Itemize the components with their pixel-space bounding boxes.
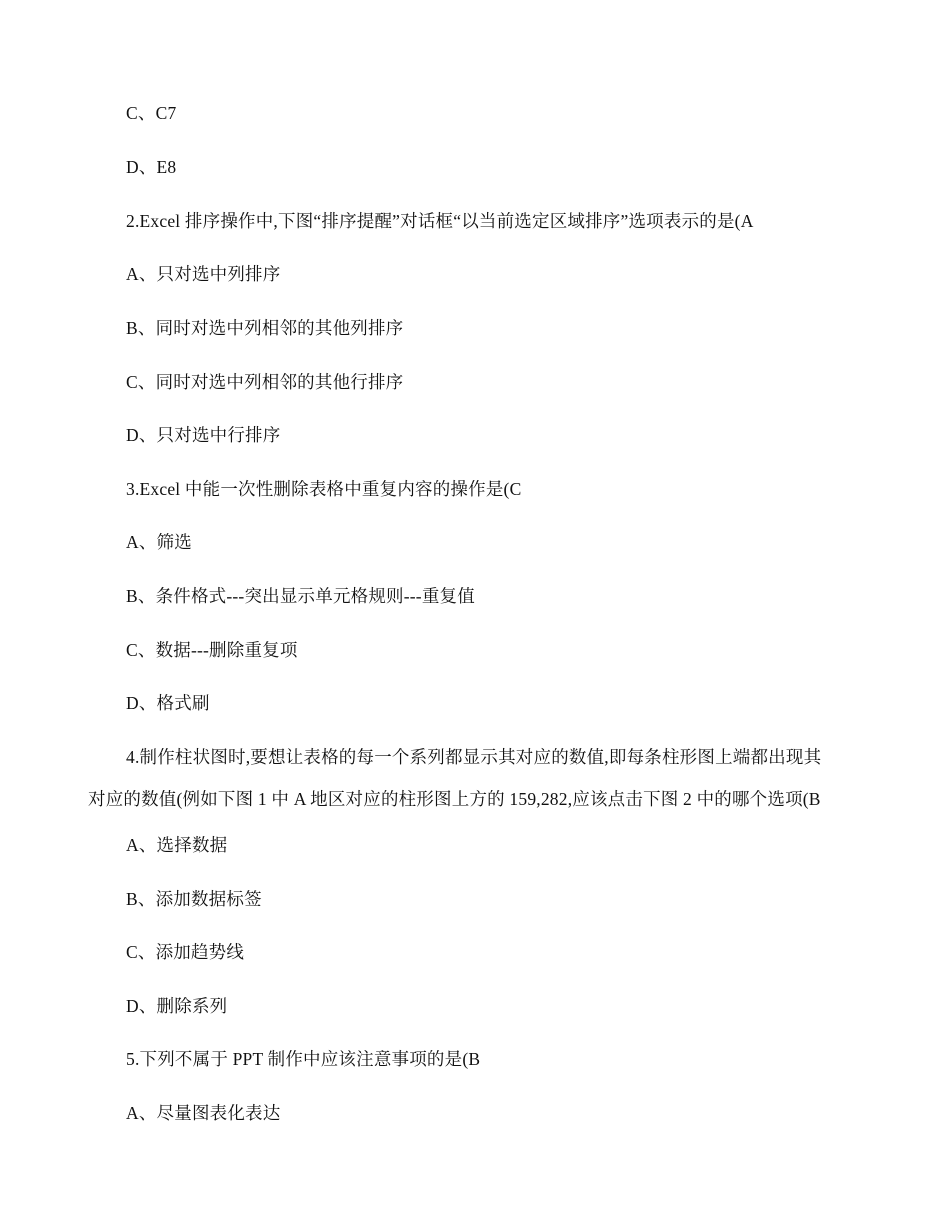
q3-option-b: B、条件格式---突出显示单元格规则---重复值: [126, 586, 475, 606]
q4-option-a: A、选择数据: [126, 835, 228, 855]
q2-option-a: A、只对选中列排序: [126, 264, 281, 284]
q2-option-c: C、同时对选中列相邻的其他行排序: [126, 372, 404, 392]
q5-option-a: A、尽量图表化表达: [126, 1103, 281, 1123]
q2-option-d: D、只对选中行排序: [126, 425, 281, 445]
q3-option-d: D、格式刷: [126, 693, 210, 713]
q4-question-line2: 对应的数值(例如下图 1 中 A 地区对应的柱形图上方的 159,282,应该点击下图 2 中的哪个选项(B: [88, 789, 821, 809]
q3-question: 3.Excel 中能一次性删除表格中重复内容的操作是(C: [126, 479, 522, 499]
q2-question: 2.Excel 排序操作中,下图“排序提醒”对话框“以当前选定区域排序”选项表示的是(A: [126, 211, 754, 231]
q4-option-d: D、删除系列: [126, 996, 228, 1016]
q4-option-c: C、添加趋势线: [126, 942, 245, 962]
q4-option-b: B、添加数据标签: [126, 889, 262, 909]
q4-question-line1: 4.制作柱状图时,要想让表格的每一个系列都显示其对应的数值,即每条柱形图上端都出现其: [126, 747, 822, 767]
q2-option-b: B、同时对选中列相邻的其他列排序: [126, 318, 404, 338]
q3-option-a: A、筛选: [126, 532, 192, 552]
q5-question: 5.下列不属于 PPT 制作中应该注意事项的是(B: [126, 1049, 481, 1069]
q1-option-d: D、E8: [126, 157, 177, 177]
q3-option-c: C、数据---删除重复项: [126, 640, 298, 660]
q1-option-c: C、C7: [126, 103, 177, 123]
